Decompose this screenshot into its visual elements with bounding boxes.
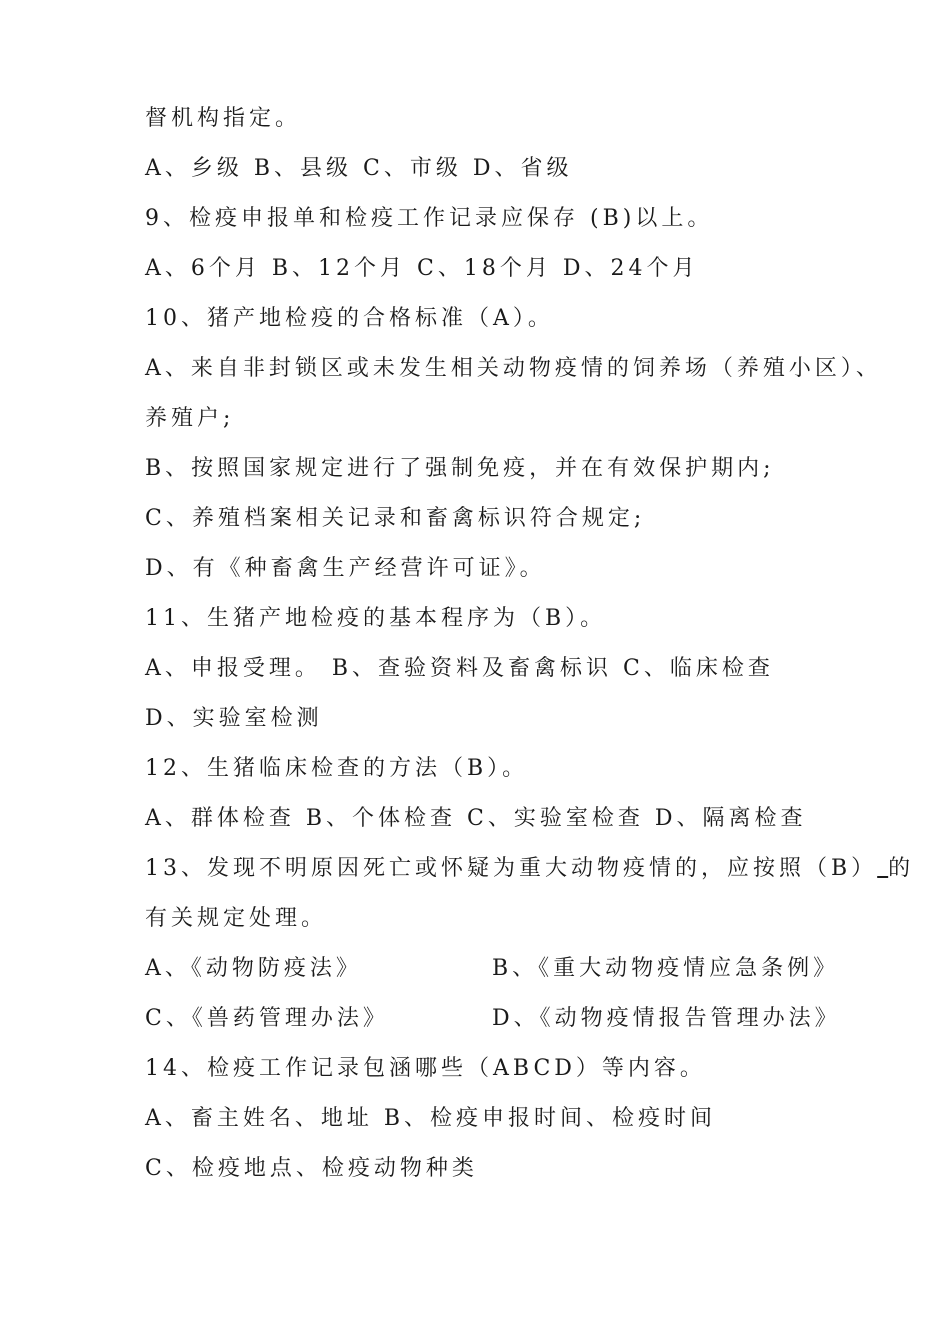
question-13-tail: 的 [888,856,915,881]
options-line: A、6个月 B、12个月 C、18个月 D、24个月 [145,256,699,281]
option-c: C、养殖档案相关记录和畜禽标识符合规定; [145,506,646,531]
option-c: C、检疫地点、检疫动物种类 [145,1156,478,1181]
text-line: 有关规定处理。 [145,906,328,931]
question-11: 11、生猪产地检疫的基本程序为（B）。 [145,606,607,631]
question-9: 9、检疫申报单和检疫工作记录应保存 (B)以上。 [145,206,714,231]
options-line: A、申报受理。 B、查验资料及畜禽标识 C、临床检查 [145,656,774,681]
option-b: B、《重大动物疫情应急条例》 [492,956,840,981]
option-d: D、有《种畜禽生产经营许可证》。 [145,556,546,581]
option-c: C、《兽药管理办法》 [145,1006,389,1031]
option-a: A、来自非封锁区或未发生相关动物疫情的饲养场（养殖小区）、 [145,356,882,381]
option-d: D、实验室检测 [145,706,323,731]
question-13-text: 13、发现不明原因死亡或怀疑为重大动物疫情的，应按照（B） [145,856,878,881]
text-line: 督机构指定。 [145,106,302,131]
question-10: 10、猪产地检疫的合格标准（A）。 [145,306,554,331]
option-b: B、按照国家规定进行了强制免疫，并在有效保护期内; [145,456,775,481]
options-line: A、群体检查 B、个体检查 C、实验室检查 D、隔离检查 [145,806,807,831]
answer-blank [877,856,888,881]
question-13 [145,854,914,884]
options-line: A、乡级 B、县级 C、市级 D、省级 [145,156,573,181]
option-a: A、《动物防疫法》 [145,956,362,981]
options-line: A、畜主姓名、地址 B、检疫申报时间、检疫时间 [145,1106,717,1131]
option-d: D、《动物疫情报告管理办法》 [492,1006,841,1031]
question-12: 12、生猪临床检查的方法（B）。 [145,756,529,781]
question-14: 14、检疫工作记录包涵哪些（ABCD）等内容。 [145,1056,706,1081]
text-line: 养殖户; [145,406,235,431]
